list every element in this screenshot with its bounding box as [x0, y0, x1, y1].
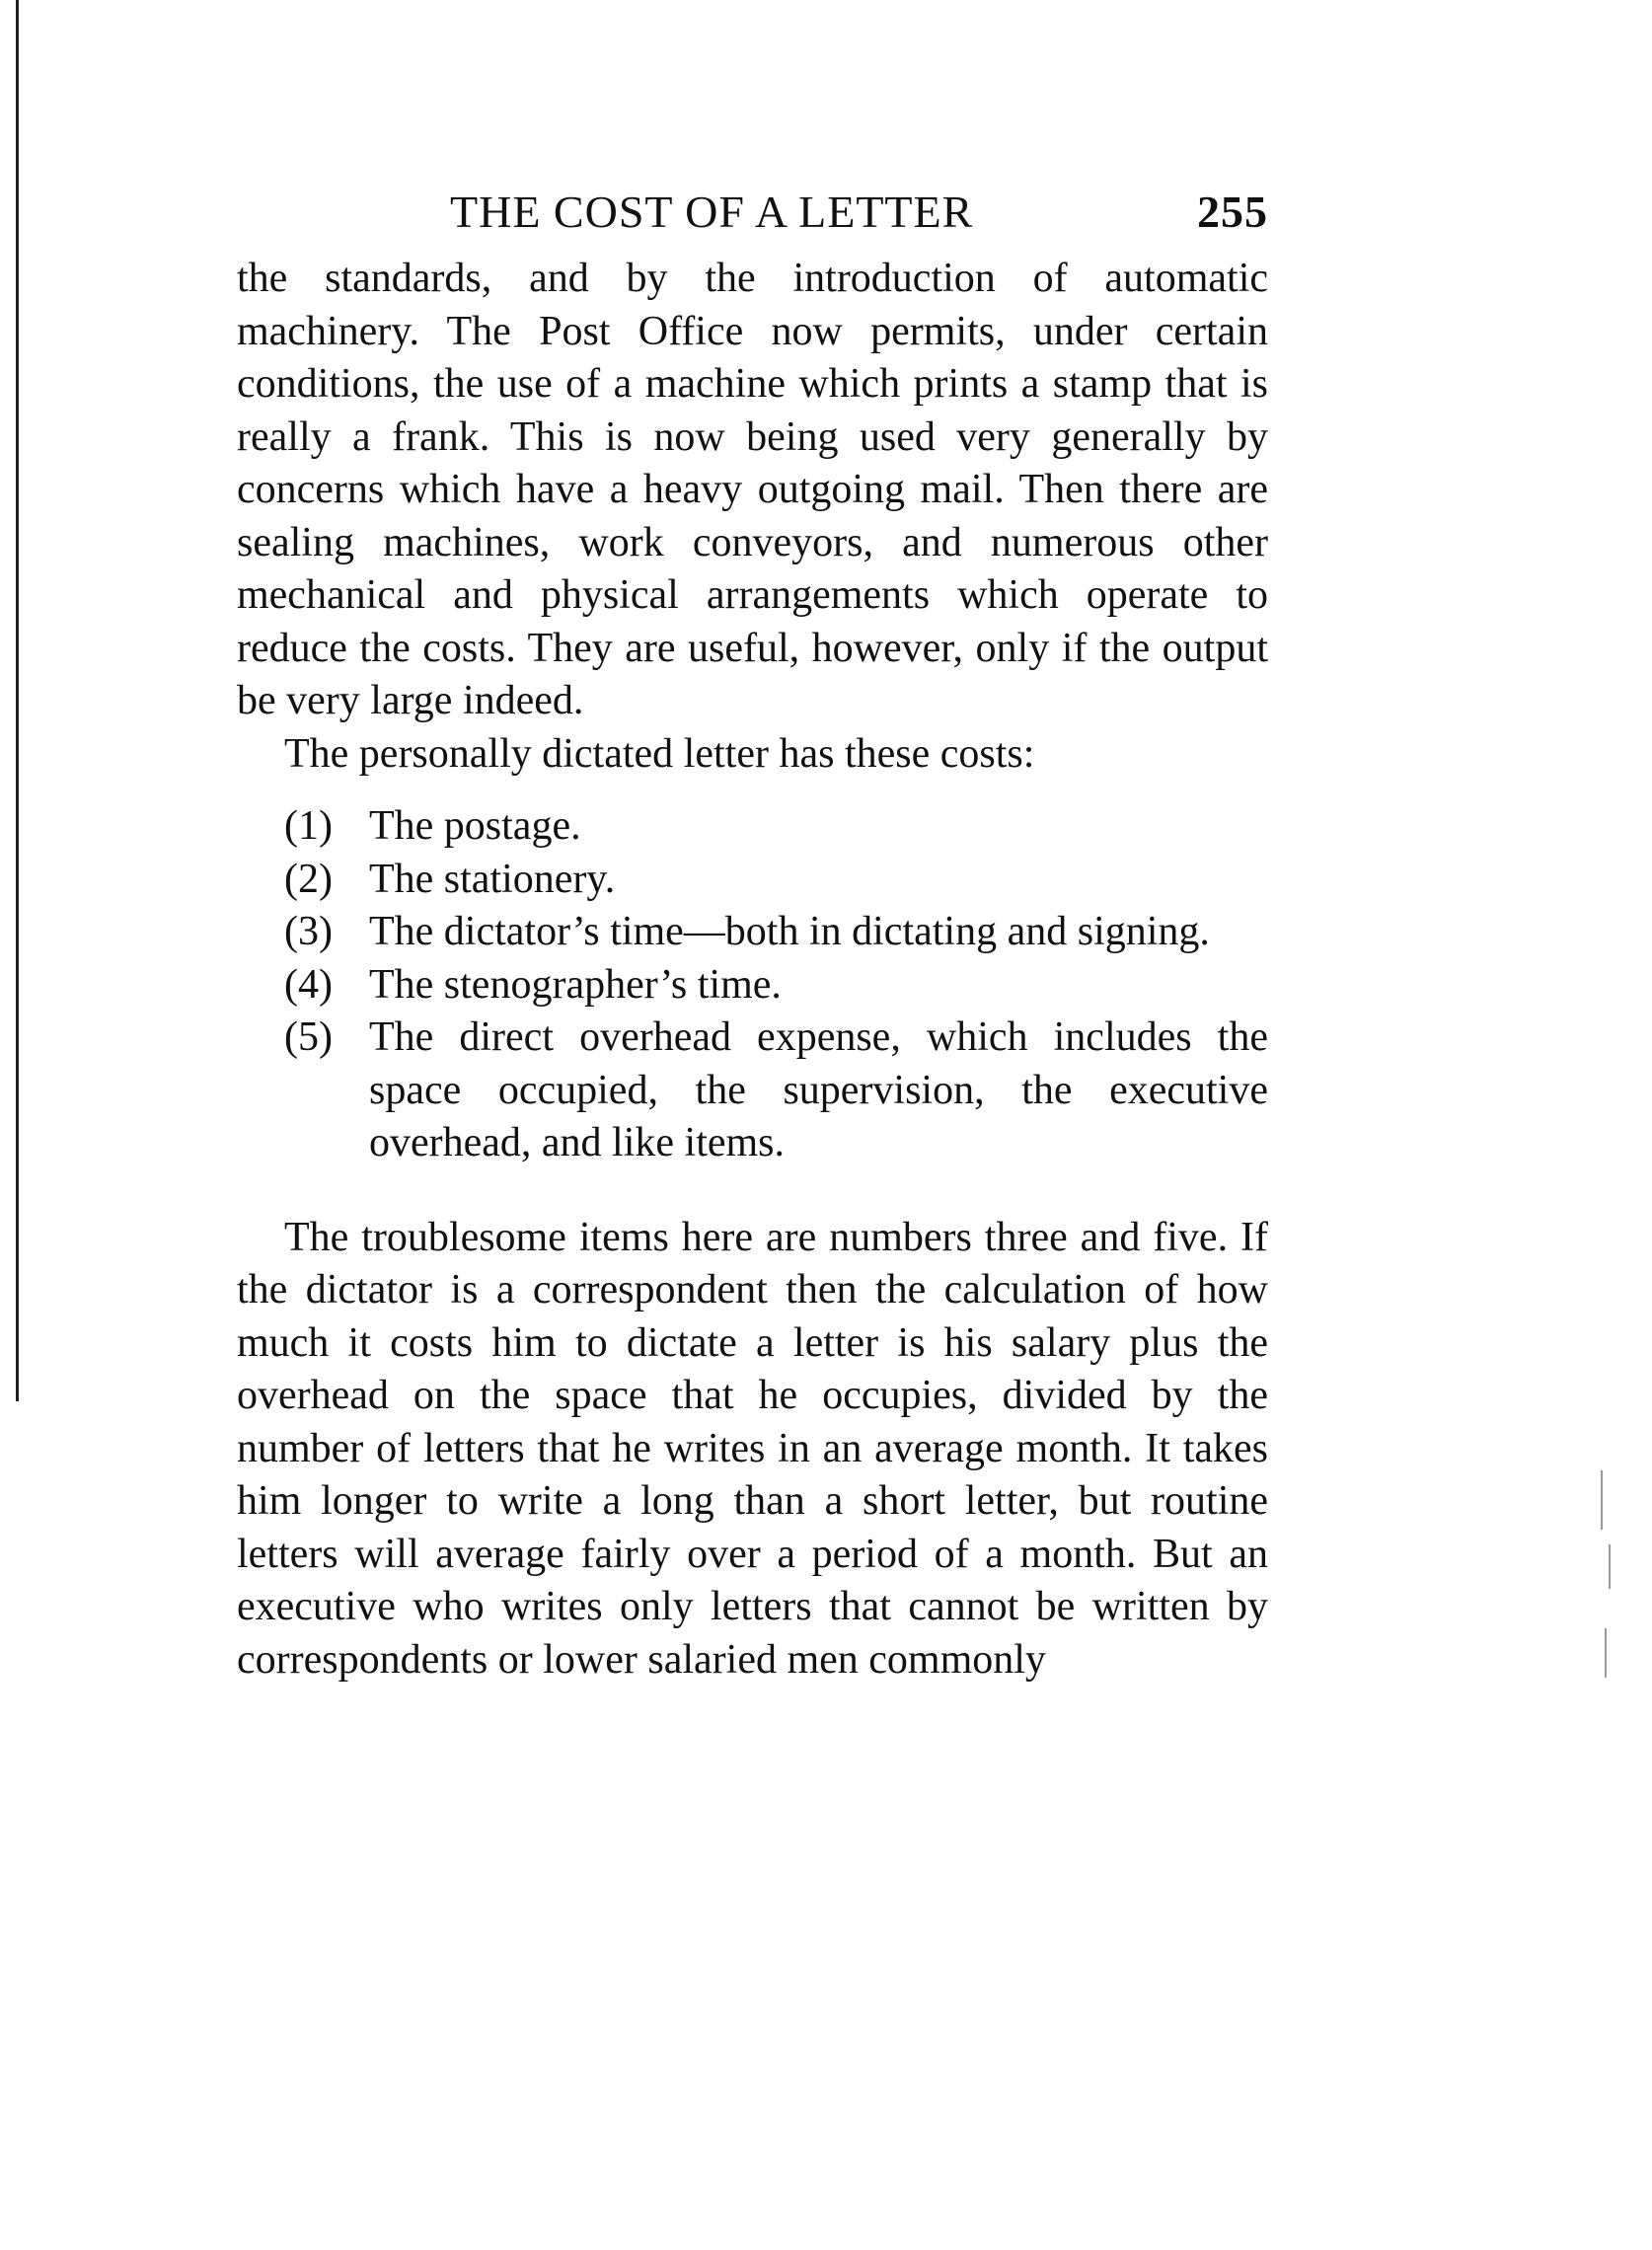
- list-item-text: The direct overhead expense, which includes the space occupied, the supervision, the executive overhead, and like items.: [369, 1014, 1268, 1165]
- scan-margin-mark: [1601, 1470, 1603, 1530]
- chapter-title: THE COST OF A LETTER: [450, 187, 974, 237]
- list-item: [284, 1012, 1268, 1170]
- list-item-number: (1): [284, 803, 333, 849]
- running-header: [237, 186, 1268, 249]
- list-item-number: (5): [284, 1014, 333, 1060]
- list-item: [284, 906, 1268, 959]
- list-item: [284, 800, 1268, 854]
- list-item-text: The postage.: [369, 803, 581, 849]
- costs-list: [237, 800, 1268, 1170]
- list-item-text: The dictator’s time—both in dictating and signing.: [369, 909, 1210, 954]
- list-item-number: (3): [284, 909, 333, 954]
- book-page: [237, 186, 1268, 1687]
- list-item-text: The stationery.: [369, 856, 616, 902]
- page-edge-rule: [16, 0, 19, 1401]
- list-item: [284, 854, 1268, 907]
- list-item-number: (2): [284, 856, 333, 902]
- scan-margin-mark: [1609, 1544, 1611, 1589]
- page-number: 255: [1197, 187, 1268, 237]
- paragraph-continuation: the standards, and by the introduction of automatic machinery. The Post Office now permits, under certain conditions, the use of a machine which prints a stamp that is really a frank. This is now being used very generally by concerns which have a heavy outgoing mail. Then there are sealing machines, work conveyors, and numerous other mechanical and physical arrangements which operate to reduce the costs. They are useful, however, only if the output be very large indeed.: [237, 256, 1268, 723]
- scan-margin-mark: [1605, 1628, 1607, 1678]
- list-item: [284, 959, 1268, 1012]
- costs-intro: The personally dictated letter has these costs:: [284, 730, 1035, 777]
- list-item-number: (4): [284, 961, 333, 1008]
- paragraph-troublesome-items: The troublesome items here are numbers three and five. If the dictator is a correspondent then the calculation of how much it costs him to dictate a letter is his salary plus the overhead on the space that he occupies, divided by the number of letters that he writes in an average month. It takes him longer to write a long than a short letter, but routine letters will average fairly over a period of a month. But an executive who writes only letters that cannot be written by correspondents or lower salaried men commonly: [237, 1214, 1268, 1683]
- list-item-text: The stenographer’s time.: [369, 961, 782, 1008]
